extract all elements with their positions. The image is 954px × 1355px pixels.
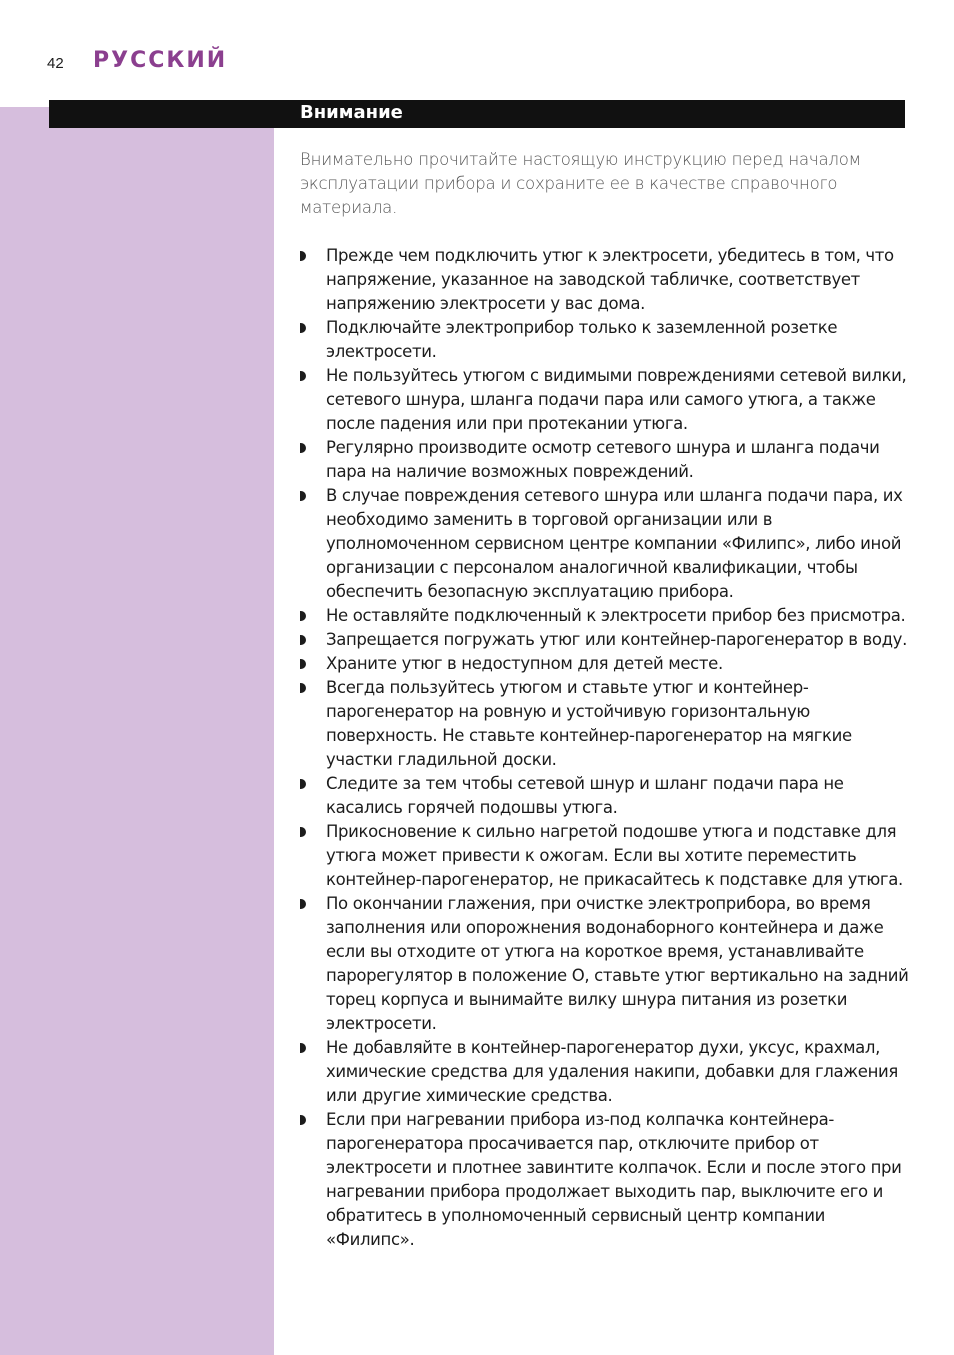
list-item [300,484,910,604]
list-item [300,1036,910,1108]
bullet-icon [300,611,306,621]
bullet-icon [300,443,306,453]
bullet-icon [300,323,306,333]
list-item-text: Всегда пользуйтесь утюгом и ставьте утюг и контейнер-парогенератор на ровную и устойчивую горизонтальную поверхность. Не ставьте контейнер-парогенератор на мягкие участки гладильной доски. [326,678,852,769]
list-item-text: Подключайте электроприбор только к заземленной розетке электросети. [326,318,838,361]
language-title: РУССКИЙ [93,48,228,73]
list-item-text: Регулярно производите осмотр сетевого шнура и шланга подачи пара на наличие возможных повреждений. [326,438,880,481]
list-item [300,604,910,628]
list-item [300,676,910,772]
warning-list [300,244,910,1252]
list-item [300,436,910,484]
list-item-text: Следите за тем чтобы сетевой шнур и шланг подачи пара не касались горячей подошвы утюга. [326,774,844,817]
section-title: Внимание [300,102,403,123]
list-item-text: Прежде чем подключить утюг к электросети, убедитесь в том, что напряжение, указанное на заводской табличке, соответствует напряжению электросети у вас дома. [326,246,894,313]
bullet-icon [300,899,306,909]
list-item [300,892,910,1036]
bullet-icon [300,659,306,669]
bullet-icon [300,1115,306,1125]
bullet-icon [300,827,306,837]
list-item [300,628,910,652]
list-item [300,364,910,436]
list-item-text: Не оставляйте подключенный к электросети прибор без присмотра. [326,606,906,625]
bullet-icon [300,683,306,693]
bullet-icon [300,1043,306,1053]
list-item-text: Прикосновение к сильно нагретой подошве утюга и подставке для утюга может привести к ожогам. Если вы хотите переместить контейнер-парогенератор, не прикасайтесь к подставке для утюга. [326,822,903,889]
list-item [300,316,910,364]
list-item-text: Запрещается погружать утюг или контейнер-парогенератор в воду. [326,630,907,649]
bullet-icon [300,371,306,381]
list-item [300,1108,910,1252]
intro-paragraph: Внимательно прочитайте настоящую инструкцию перед началом эксплуатации прибора и сохраните ее в качестве справочного материала. [300,150,861,217]
list-item [300,820,910,892]
list-item [300,652,910,676]
section-header-bar [49,100,905,128]
sidebar-band [0,107,274,1355]
list-item-text: Храните утюг в недоступном для детей месте. [326,654,723,673]
list-item [300,244,910,316]
bullet-icon [300,251,306,261]
bullet-icon [300,491,306,501]
list-item-text: В случае повреждения сетевого шнура или шланга подачи пара, их необходимо заменить в торговой организации или в уполномоченном сервисном центре компании «Филипс», либо иной организации с персоналом аналогичной квалификации, чтобы обеспечить безопасную эксплуатацию прибора. [326,486,903,601]
list-item-text: По окончании глажения, при очистке электроприбора, во время заполнения или опорожнения водонаборного контейнера и даже если вы отходите от утюга на короткое время, устанавливайте парорегулятор в положение O, ставьте утюг вертикально на задний торец корпуса и вынимайте вилку шнура питания из розетки электросети. [326,894,909,1033]
list-item-text: Если при нагревании прибора из-под колпачка контейнера-парогенератора просачивается пар, отключите прибор от электросети и плотнее завинтите колпачок. Если и после этого при нагревании прибора продолжает выходить пар, выключите его и обратитесь в уполномоченный сервисный центр компании «Филипс». [326,1110,902,1249]
bullet-icon [300,779,306,789]
list-item [300,772,910,820]
list-item-text: Не добавляйте в контейнер-парогенератор духи, уксус, крахмал, химические средства для удаления накипи, добавки для глажения или другие химические средства. [326,1038,898,1105]
bullet-icon [300,635,306,645]
page-number: 42 [47,55,64,72]
list-item-text: Не пользуйтесь утюгом с видимыми повреждениями сетевой вилки, сетевого шнура, шланга подачи пара или самого утюга, а также после падения или при протекании утюга. [326,366,907,433]
